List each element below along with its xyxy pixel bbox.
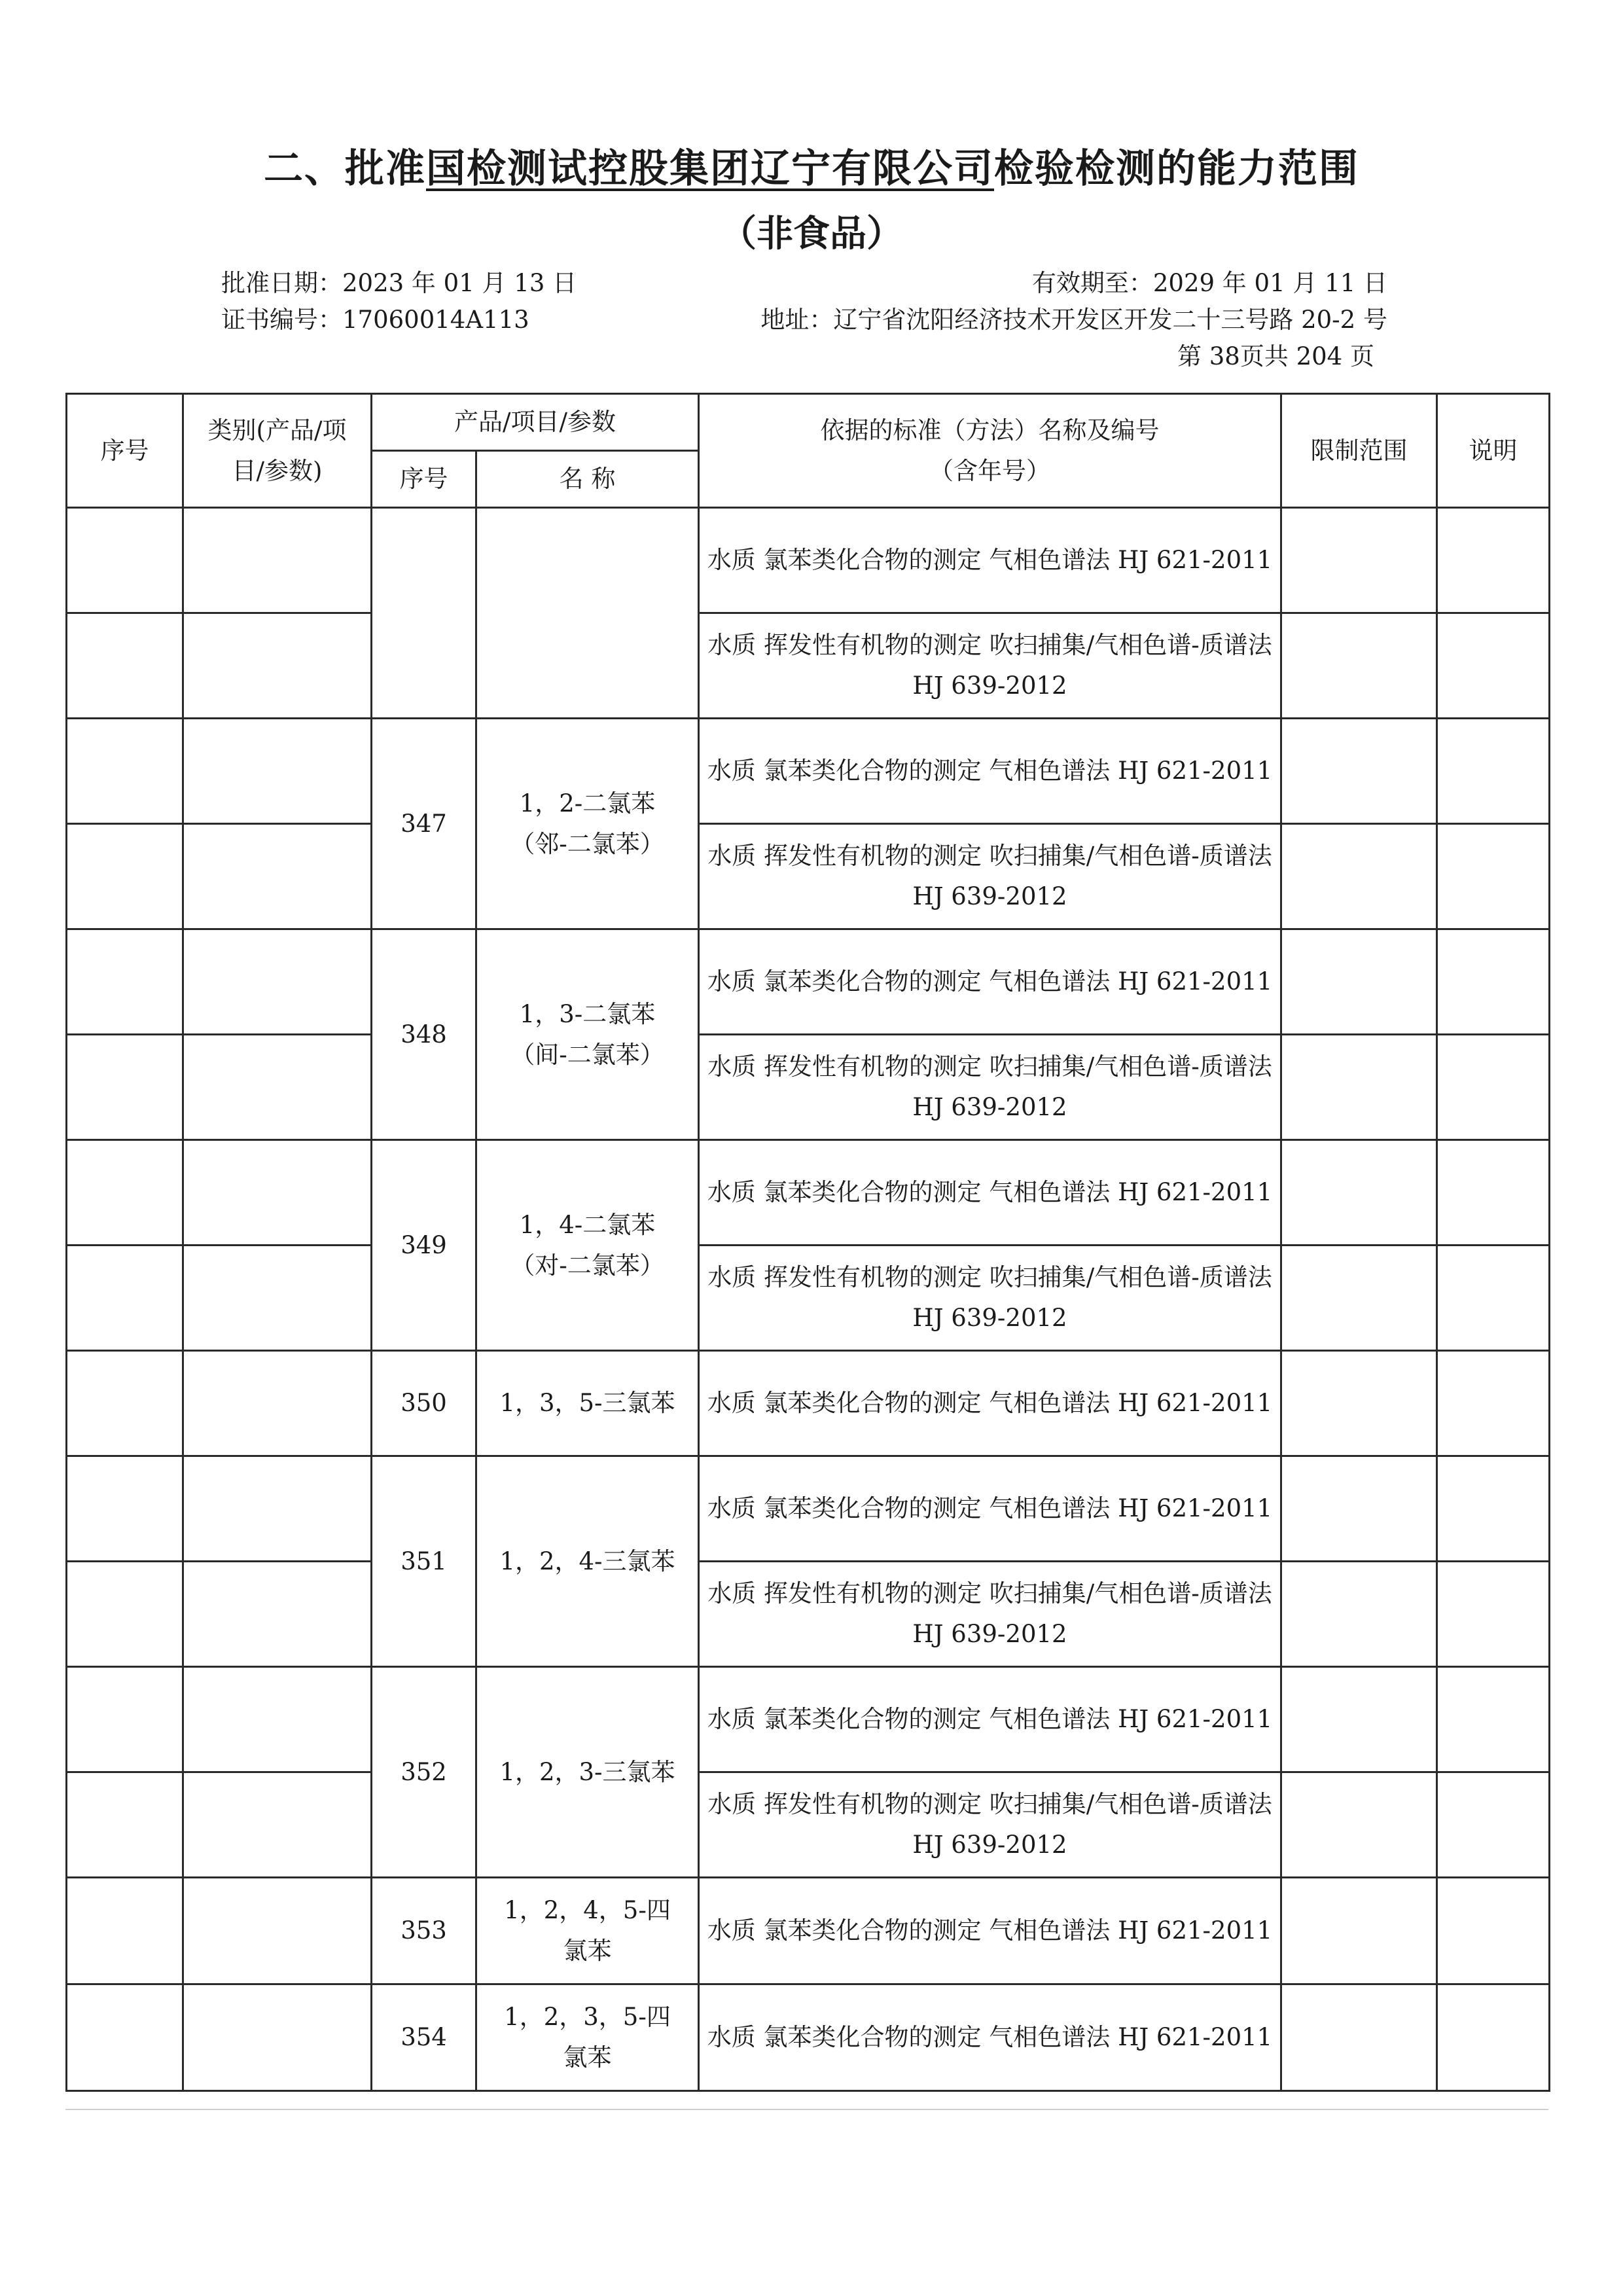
- item-name-cell: 1，2-二氯苯（邻-二氯苯）: [476, 719, 699, 929]
- header-item-name: 名 称: [476, 451, 699, 508]
- seq-cell: [67, 1456, 183, 1562]
- note-cell: [1437, 929, 1550, 1035]
- note-cell: [1437, 824, 1550, 929]
- item-seq-cell: 347: [372, 719, 476, 929]
- table-row: [67, 1035, 1550, 1140]
- standard-cell: 水质 氯苯类化合物的测定 气相色谱法 HJ 621-2011: [699, 1878, 1281, 1984]
- seq-cell: [67, 1351, 183, 1456]
- header-category: 类别(产品/项目/参数): [183, 394, 372, 508]
- standard-cell: 水质 挥发性有机物的测定 吹扫捕集/气相色谱-质谱法 HJ 639-2012: [699, 1246, 1281, 1351]
- seq-cell: [67, 1878, 183, 1984]
- title-organization: 国检测试控股集团辽宁有限公司: [426, 146, 994, 192]
- item-name-cell: 1，3，5-三氯苯: [476, 1351, 699, 1456]
- standard-cell: 水质 挥发性有机物的测定 吹扫捕集/气相色谱-质谱法 HJ 639-2012: [699, 1772, 1281, 1878]
- table-row: [67, 1140, 1550, 1246]
- limit-cell: [1281, 1984, 1437, 2091]
- header-note: 说明: [1437, 394, 1550, 508]
- address: 地址：辽宁省沈阳经济技术开发区开发二十三号路 20-2 号: [760, 306, 1387, 334]
- standard-cell: 水质 氯苯类化合物的测定 气相色谱法 HJ 621-2011: [699, 1140, 1281, 1246]
- standard-cell: 水质 挥发性有机物的测定 吹扫捕集/气相色谱-质谱法 HJ 639-2012: [699, 824, 1281, 929]
- table-row: [67, 1667, 1550, 1772]
- header-item-seq: 序号: [372, 451, 476, 508]
- standard-cell: 水质 氯苯类化合物的测定 气相色谱法 HJ 621-2011: [699, 1984, 1281, 2091]
- page-subtitle: （非食品）: [720, 213, 903, 255]
- seq-cell: [67, 1984, 183, 2091]
- item-seq-cell: 351: [372, 1456, 476, 1667]
- category-cell: [183, 1351, 372, 1456]
- note-cell: [1437, 1456, 1550, 1562]
- limit-cell: [1281, 824, 1437, 929]
- limit-cell: [1281, 1140, 1437, 1246]
- table-row: [67, 1984, 1550, 2091]
- category-cell: [183, 929, 372, 1035]
- page-title: [0, 143, 1623, 195]
- seq-cell: [67, 824, 183, 929]
- header-seq: 序号: [67, 394, 183, 508]
- standard-cell: 水质 氯苯类化合物的测定 气相色谱法 HJ 621-2011: [699, 1456, 1281, 1562]
- seq-cell: [67, 613, 183, 719]
- category-cell: [183, 508, 372, 613]
- seq-cell: [67, 1035, 183, 1140]
- limit-cell: [1281, 1667, 1437, 1772]
- table-row: [67, 824, 1550, 929]
- note-cell: [1437, 613, 1550, 719]
- note-cell: [1437, 1035, 1550, 1140]
- table-row: [67, 1772, 1550, 1878]
- table-row: [67, 1246, 1550, 1351]
- standard-cell: 水质 挥发性有机物的测定 吹扫捕集/气相色谱-质谱法 HJ 639-2012: [699, 1562, 1281, 1667]
- header-standard: 依据的标准（方法）名称及编号（含年号）: [699, 394, 1281, 508]
- standard-cell: 水质 氯苯类化合物的测定 气相色谱法 HJ 621-2011: [699, 1351, 1281, 1456]
- page-bottom-rule: [65, 2109, 1548, 2110]
- item-name-cell: 1，2，3-三氯苯: [476, 1667, 699, 1878]
- limit-cell: [1281, 1351, 1437, 1456]
- note-cell: [1437, 1667, 1550, 1772]
- limit-cell: [1281, 508, 1437, 613]
- table-row: [67, 1562, 1550, 1667]
- seq-cell: [67, 1140, 183, 1246]
- category-cell: [183, 1246, 372, 1351]
- standard-cell: 水质 挥发性有机物的测定 吹扫捕集/气相色谱-质谱法 HJ 639-2012: [699, 1035, 1281, 1140]
- note-cell: [1437, 1984, 1550, 2091]
- item-name-cell: 1，2，4-三氯苯: [476, 1456, 699, 1667]
- limit-cell: [1281, 613, 1437, 719]
- table-row: [67, 508, 1550, 613]
- item-seq-cell: [372, 508, 476, 719]
- seq-cell: [67, 929, 183, 1035]
- note-cell: [1437, 1878, 1550, 1984]
- table-row: [67, 613, 1550, 719]
- category-cell: [183, 1984, 372, 2091]
- approve-date: 批准日期：2023 年 01 月 13 日: [221, 269, 577, 297]
- category-cell: [183, 1035, 372, 1140]
- header-product-group: 产品/项目/参数: [372, 394, 699, 451]
- seq-cell: [67, 1667, 183, 1772]
- certificate-number: 证书编号：17060014A113: [221, 306, 529, 334]
- item-seq-cell: 349: [372, 1140, 476, 1351]
- note-cell: [1437, 1562, 1550, 1667]
- limit-cell: [1281, 1562, 1437, 1667]
- seq-cell: [67, 1246, 183, 1351]
- note-cell: [1437, 719, 1550, 824]
- note-cell: [1437, 1351, 1550, 1456]
- limit-cell: [1281, 1772, 1437, 1878]
- limit-cell: [1281, 1035, 1437, 1140]
- item-seq-cell: 352: [372, 1667, 476, 1878]
- category-cell: [183, 1878, 372, 1984]
- capability-table: [65, 393, 1550, 2092]
- item-name-cell: 1，2，4，5-四氯苯: [476, 1878, 699, 1984]
- note-cell: [1437, 1246, 1550, 1351]
- limit-cell: [1281, 719, 1437, 824]
- category-cell: [183, 1667, 372, 1772]
- limit-cell: [1281, 929, 1437, 1035]
- table-row: [67, 929, 1550, 1035]
- category-cell: [183, 1772, 372, 1878]
- note-cell: [1437, 1140, 1550, 1246]
- item-seq-cell: 353: [372, 1878, 476, 1984]
- item-name-cell: 1，2，3，5-四氯苯: [476, 1984, 699, 2091]
- valid-until: 有效期至：2029 年 01 月 11 日: [1031, 269, 1387, 297]
- title-suffix: 检验检测的能力范围: [994, 146, 1359, 192]
- limit-cell: [1281, 1878, 1437, 1984]
- limit-cell: [1281, 1246, 1437, 1351]
- category-cell: [183, 1140, 372, 1246]
- limit-cell: [1281, 1456, 1437, 1562]
- page-number: 第 38页共 204 页: [1177, 342, 1374, 370]
- category-cell: [183, 824, 372, 929]
- title-prefix: 二、批准: [264, 146, 426, 192]
- seq-cell: [67, 1772, 183, 1878]
- item-seq-cell: 354: [372, 1984, 476, 2091]
- standard-cell: 水质 挥发性有机物的测定 吹扫捕集/气相色谱-质谱法 HJ 639-2012: [699, 613, 1281, 719]
- seq-cell: [67, 508, 183, 613]
- item-name-cell: [476, 508, 699, 719]
- table-row: [67, 1456, 1550, 1562]
- header-limit: 限制范围: [1281, 394, 1437, 508]
- table-row: [67, 719, 1550, 824]
- item-name-cell: 1，4-二氯苯（对-二氯苯）: [476, 1140, 699, 1351]
- standard-cell: 水质 氯苯类化合物的测定 气相色谱法 HJ 621-2011: [699, 929, 1281, 1035]
- note-cell: [1437, 1772, 1550, 1878]
- table-row: [67, 1878, 1550, 1984]
- note-cell: [1437, 508, 1550, 613]
- item-seq-cell: 350: [372, 1351, 476, 1456]
- standard-cell: 水质 氯苯类化合物的测定 气相色谱法 HJ 621-2011: [699, 719, 1281, 824]
- standard-cell: 水质 氯苯类化合物的测定 气相色谱法 HJ 621-2011: [699, 508, 1281, 613]
- seq-cell: [67, 1562, 183, 1667]
- seq-cell: [67, 719, 183, 824]
- category-cell: [183, 719, 372, 824]
- standard-cell: 水质 氯苯类化合物的测定 气相色谱法 HJ 621-2011: [699, 1667, 1281, 1772]
- category-cell: [183, 613, 372, 719]
- item-name-cell: 1，3-二氯苯（间-二氯苯）: [476, 929, 699, 1140]
- table-row: [67, 1351, 1550, 1456]
- item-seq-cell: 348: [372, 929, 476, 1140]
- category-cell: [183, 1456, 372, 1562]
- category-cell: [183, 1562, 372, 1667]
